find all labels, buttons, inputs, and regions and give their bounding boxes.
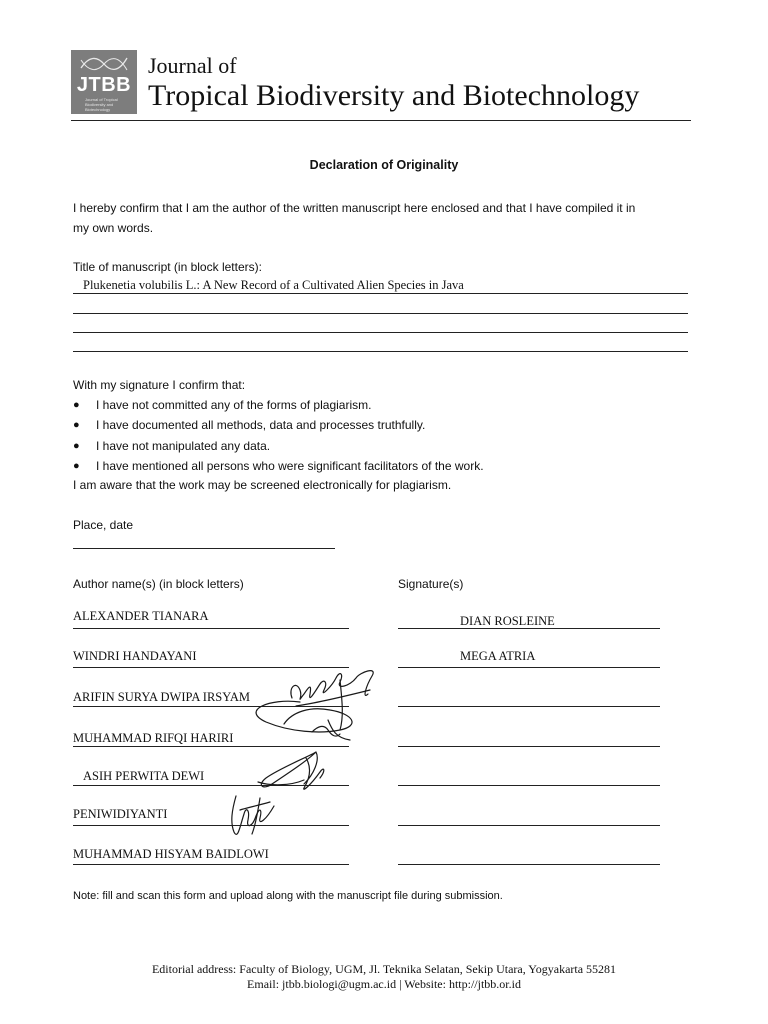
signature-line xyxy=(398,825,660,826)
logo-text: JTBB xyxy=(76,74,132,96)
author-name: ARIFIN SURYA DWIPA IRSYAM xyxy=(73,690,251,704)
journal-of-label: Journal of xyxy=(148,53,237,78)
author-line xyxy=(73,628,349,629)
authors-label: Author name(s) (in block letters) xyxy=(73,577,244,591)
signature-name: MEGA ATRIA xyxy=(460,649,536,663)
manuscript-line-2 xyxy=(73,313,688,314)
journal-logo xyxy=(71,50,137,114)
journal-name: Tropical Biodiversity and Biotechnology xyxy=(148,79,640,112)
manuscript-line-1 xyxy=(73,293,688,294)
logo-subtitle: Journal of Tropical Biodiversity and Biotechnology xyxy=(85,97,118,112)
confirm-text-line1: I hereby confirm that I am the author of the written manuscript here enclosed and that I have compiled it in xyxy=(73,201,636,215)
manuscript-title-value: Plukenetia volubilis L.: A New Record of a Cultivated Alien Species in Java xyxy=(83,278,464,292)
signature-name: DIAN ROSLEINE xyxy=(460,614,555,628)
handwritten-signatures xyxy=(200,660,400,850)
author-name: MUHAMMAD RIFQI HARIRI xyxy=(73,731,234,745)
author-name: WINDRI HANDAYANI xyxy=(73,649,197,663)
editorial-footer xyxy=(0,962,768,992)
author-name: ASIH PERWITA DEWI xyxy=(83,769,205,783)
document-title: Declaration of Originality xyxy=(309,158,459,172)
header-divider xyxy=(71,120,691,121)
bullet-dot: ● xyxy=(73,419,80,431)
bullet-dot: ● xyxy=(73,440,80,452)
signature-line xyxy=(398,706,660,707)
bullet-item: I have not committed any of the forms of plagiarism. xyxy=(96,398,372,412)
bullet-item: I have mentioned all persons who were significant facilitators of the work. xyxy=(96,459,484,473)
signature-line xyxy=(398,785,660,786)
signature-intro: With my signature I confirm that: xyxy=(73,378,246,392)
place-date-field[interactable] xyxy=(73,548,335,549)
bullet-dot: ● xyxy=(73,399,80,411)
signature-line xyxy=(398,667,660,668)
signature-line xyxy=(398,864,660,865)
author-name: ALEXANDER TIANARA xyxy=(73,609,209,623)
bullet-item: I have not manipulated any data. xyxy=(96,439,271,453)
bullet-item: I have documented all methods, data and processes truthfully. xyxy=(96,418,426,432)
manuscript-title-label: Title of manuscript (in block letters): xyxy=(73,260,262,274)
author-name: PENIWIDIYANTI xyxy=(73,807,168,821)
manuscript-line-4 xyxy=(73,351,688,352)
signature-line xyxy=(398,746,660,747)
author-line xyxy=(73,864,349,865)
logo-helix-icon xyxy=(79,54,129,74)
place-date-label: Place, date xyxy=(73,518,134,532)
submission-note: Note: fill and scan this form and upload along with the manuscript file during submission. xyxy=(73,890,503,902)
manuscript-line-3 xyxy=(73,332,688,333)
editorial-address: Editorial address: Faculty of Biology, UGM, Jl. Teknika Selatan, Sekip Utara, Yogyakarta 55281 xyxy=(151,962,617,976)
confirm-text-line2: my own words. xyxy=(73,221,154,235)
editorial-contact: Email: jtbb.biologi@ugm.ac.id | Website: http://jtbb.or.id xyxy=(247,977,521,991)
signatures-label: Signature(s) xyxy=(398,577,464,591)
author-name: MUHAMMAD HISYAM BAIDLOWI xyxy=(73,847,269,861)
plagiarism-awareness: I am aware that the work may be screened electronically for plagiarism. xyxy=(73,478,452,492)
signature-line xyxy=(398,628,660,629)
bullet-dot: ● xyxy=(73,460,80,472)
